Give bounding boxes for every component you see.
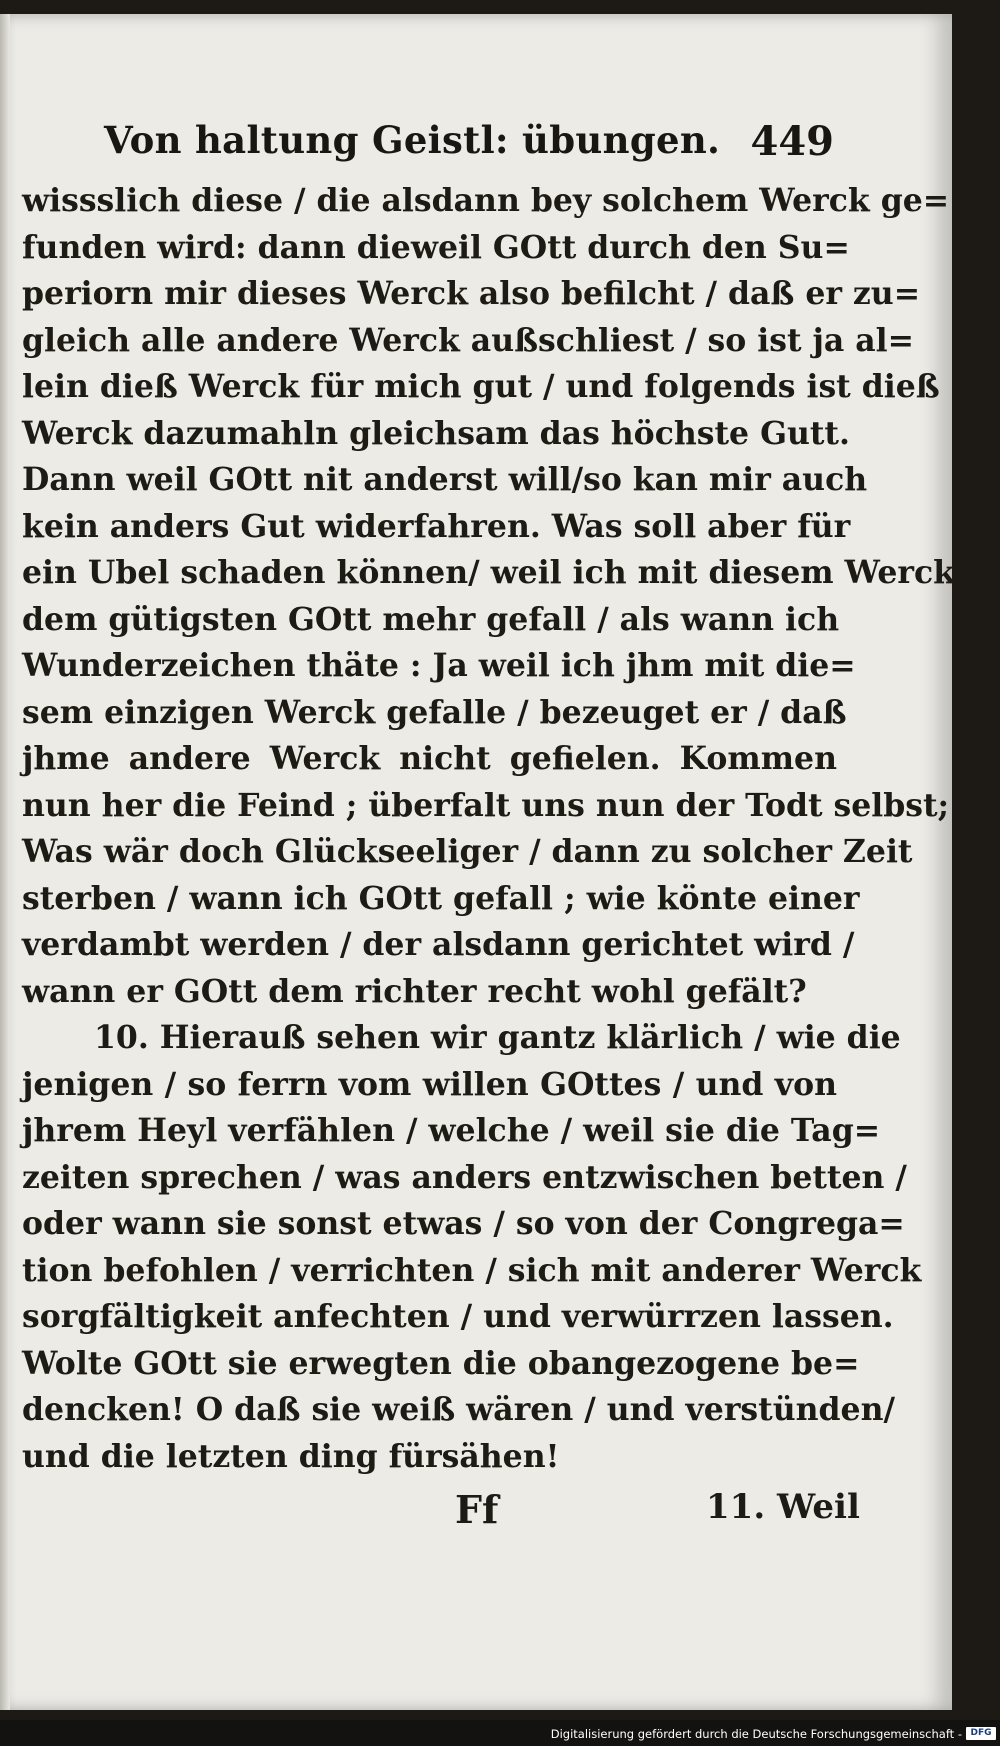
text-line: gleich alle andere Werck außschliest / so ist ja al= bbox=[22, 321, 915, 359]
text-line: verdambt werden / der alsdann gerichtet wird / bbox=[22, 926, 855, 963]
text-line: lein dieß Werck für mich gut / und folgends ist dieß bbox=[22, 368, 940, 405]
signature-mark: Ff bbox=[455, 1487, 499, 1532]
page-header bbox=[104, 118, 834, 170]
text-line: oder wann sie sonst etwas / so von der Congrega= bbox=[22, 1205, 905, 1242]
text-line: ein Ubel schaden können/ weil ich mit diesem Werck bbox=[22, 554, 956, 591]
text-line: sorgfältigkeit anfechten / und verwürrzen lassen. bbox=[22, 1298, 894, 1335]
text-line: periorn mir dieses Werck also befilcht / daß er zu= bbox=[22, 275, 921, 312]
text-line: jenigen / so ferrn vom willen GOttes / und von bbox=[22, 1065, 837, 1103]
text-line: wann er GOtt dem richter recht wohl gefält? bbox=[22, 972, 807, 1010]
footer-bar bbox=[0, 1720, 1000, 1746]
running-title: Von haltung Geistl: übungen. bbox=[104, 118, 721, 162]
text-line: Was wär doch Glückseeliger / dann zu solcher Zeit bbox=[22, 833, 913, 870]
dfg-logo-icon: DFG bbox=[966, 1727, 996, 1740]
text-line: Wolte GOtt sie erwegten die obangezogene be= bbox=[22, 1344, 860, 1382]
text-line: und die letzten ding fürsähen! bbox=[22, 1437, 560, 1475]
page-number: 449 bbox=[750, 118, 834, 165]
text-line: Wunderzeichen thäte : Ja weil ich jhm mit die= bbox=[22, 647, 856, 684]
text-line: wissslich diese / die alsdann bey solchem Werck ge= bbox=[22, 182, 950, 219]
text-line: tion befohlen / verrichten / sich mit anderer Werck bbox=[22, 1251, 922, 1289]
text-line: dencken! O daß sie weiß wären / und verstünden/ bbox=[22, 1391, 895, 1428]
text-line: sem einzigen Werck gefalle / bezeuget er / daß bbox=[22, 693, 847, 731]
text-line: jhrem Heyl verfählen / welche / weil sie die Tag= bbox=[22, 1112, 881, 1149]
text-line: Dann weil GOtt nit anderst will/so kan mir auch bbox=[22, 461, 868, 498]
text-line: dem gütigsten GOtt mehr gefall / als wann ich bbox=[22, 600, 840, 638]
paragraph-start-line: 10. Hierauß sehen wir gantz klärlich / wie die bbox=[94, 1019, 901, 1056]
body-text bbox=[22, 178, 956, 1480]
text-line: Werck dazumahln gleichsam das höchste Gutt. bbox=[22, 414, 850, 452]
text-line: kein anders Gut widerfahren. Was soll aber für bbox=[22, 507, 851, 545]
text-line: jhme andere Werck nicht gefielen. Kommen bbox=[22, 740, 837, 777]
text-line: funden wird: dann dieweil GOtt durch den Su= bbox=[22, 228, 850, 266]
text-line: sterben / wann ich GOtt gefall ; wie könte einer bbox=[22, 879, 860, 917]
text-line: nun her die Feind ; überfalt uns nun der Todt selbst; bbox=[22, 786, 950, 824]
text-line: zeiten sprechen / was anders entzwischen betten / bbox=[22, 1158, 907, 1196]
catchword: 11. Weil bbox=[706, 1487, 860, 1527]
funding-credit: Digitalisierung gefördert durch die Deutsche Forschungsgemeinschaft - bbox=[550, 1727, 962, 1741]
page-gutter bbox=[0, 14, 10, 1710]
